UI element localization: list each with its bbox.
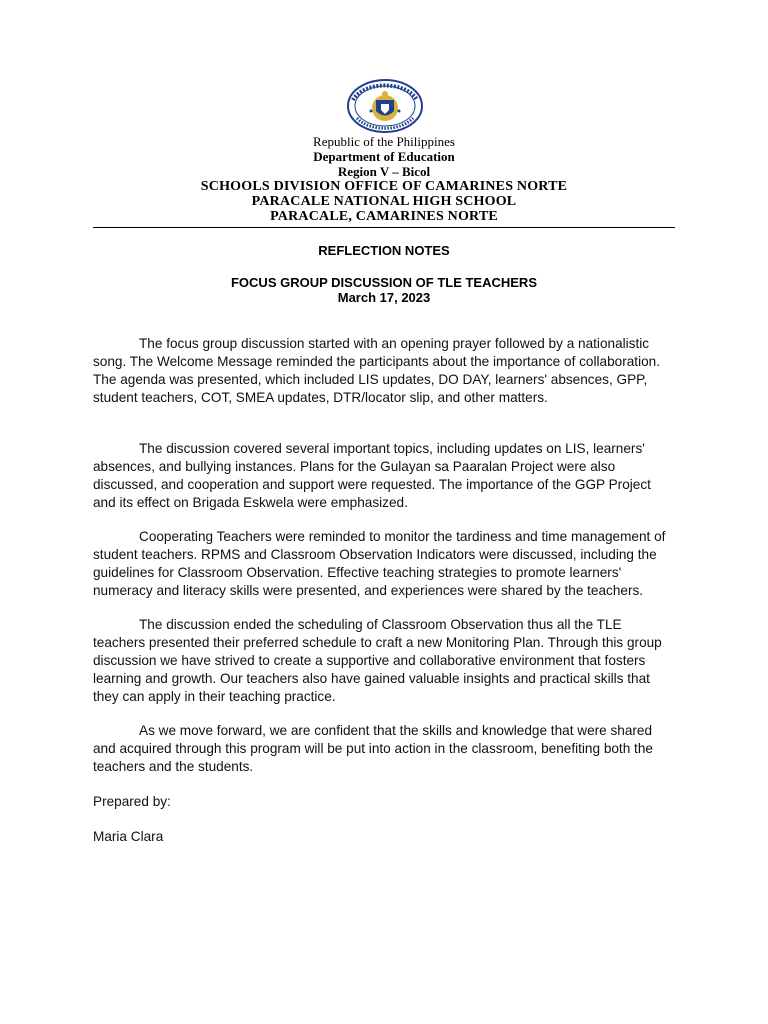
document-date: March 17, 2023 (337, 290, 431, 305)
department-line: Department of Education (313, 149, 455, 164)
division-line: SCHOOLS DIVISION OFFICE OF CAMARINES NORTE (200, 179, 568, 194)
paragraph-2: The discussion covered several important topics, including updates on LIS, learners' absences, and bullying instances. Plans for the Gulayan sa Paaralan Project were also discussed, and cooperation and support were requested. The importance of the GGP Project and its effect on Brigada Eskwela were emphasized. (93, 441, 651, 510)
deped-seal-icon (345, 78, 425, 134)
document-title: REFLECTION NOTES (318, 243, 450, 258)
paragraph-5: As we move forward, we are confident that the skills and knowledge that were shared and acquired through this program will be put into action in the classroom, benefiting both the teachers and the students. (93, 723, 653, 774)
prepared-by-label: Prepared by: (93, 794, 171, 809)
region-line: Region V – Bicol (337, 164, 431, 179)
header-divider (93, 227, 675, 228)
paragraph-4: The discussion ended the scheduling of Classroom Observation thus all the TLE teachers presented their preferred schedule to craft a new Monitoring Plan. Through this group discussion we have strived to create a supportive and collaborative environment that fosters learning and growth. Our teachers also have gained valuable insights and practical skills that they can apply in their teaching practice. (93, 617, 662, 704)
republic-line: Republic of the Philippines (313, 134, 455, 149)
paragraph-3: Cooperating Teachers were reminded to monitor the tardiness and time management of student teachers. RPMS and Classroom Observation Indicators were discussed, including the guidelines for Classroom Observation. Effective teaching strategies to promote learners' numeracy and literacy skills were presented, and experiences were shared by the teachers. (93, 529, 666, 598)
school-line: PARACALE NATIONAL HIGH SCHOOL (251, 194, 517, 209)
signatory-name: Maria Clara (93, 829, 164, 844)
paragraph-1: The focus group discussion started with an opening prayer followed by a nationalistic song. The Welcome Message reminded the participants about the importance of collaboration. The agenda was presented, which included LIS updates, DO DAY, learners' absences, GPP, student teachers, COT, SMEA updates, DTR/locator slip, and other matters. (93, 336, 660, 405)
address-line: PARACALE, CAMARINES NORTE (270, 209, 498, 224)
document-subtitle: FOCUS GROUP DISCUSSION OF TLE TEACHERS (230, 275, 537, 290)
